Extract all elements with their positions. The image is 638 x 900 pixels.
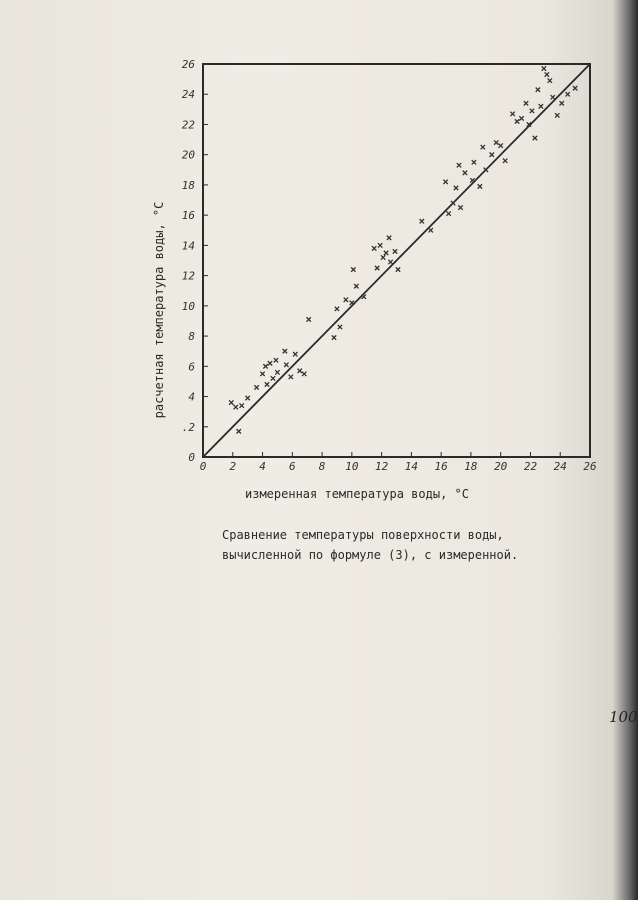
x-tick-label: 18 (464, 460, 478, 473)
x-tick-label: 16 (434, 460, 448, 473)
y-tick-label: 22 (181, 118, 195, 132)
x-tick-label: 8 (318, 460, 326, 473)
data-point (275, 370, 279, 374)
data-point (519, 116, 523, 120)
y-tick-label: 24 (181, 88, 195, 102)
data-point (350, 301, 354, 305)
data-point (271, 376, 275, 380)
x-axis-ticks (200, 452, 597, 473)
data-point (229, 400, 233, 404)
data-point (384, 251, 388, 255)
data-point (344, 298, 348, 302)
data-point (362, 295, 366, 299)
x-tick-label: 24 (553, 460, 567, 473)
x-tick-label: 0 (199, 460, 207, 473)
data-point (542, 66, 546, 70)
y-tick-label: 4 (188, 390, 195, 404)
y-tick-label: 8 (188, 330, 195, 344)
x-tick-label: 10 (345, 460, 359, 473)
data-point (555, 113, 559, 117)
data-point (515, 119, 519, 123)
y-tick-label: 10 (181, 299, 195, 313)
data-point (338, 325, 342, 329)
x-tick-label: 4 (259, 460, 266, 473)
data-point (470, 178, 474, 182)
data-point (268, 361, 272, 365)
data-point (298, 369, 302, 373)
caption-line-1: Сравнение температуры поверхности воды, (222, 528, 504, 542)
data-point (481, 145, 485, 149)
reference-line (203, 64, 590, 457)
x-tick-label: 6 (288, 460, 296, 473)
data-point (446, 211, 450, 215)
data-point (283, 349, 287, 353)
data-point (378, 243, 382, 247)
data-point (254, 385, 258, 389)
data-point (451, 201, 455, 205)
data-point (396, 267, 400, 271)
y-axis-ticks (182, 58, 208, 464)
data-point (388, 260, 392, 264)
data-point (265, 382, 269, 386)
data-point (443, 180, 447, 184)
data-point (351, 267, 355, 271)
data-point (503, 159, 507, 163)
data-point (306, 317, 310, 321)
data-point (302, 372, 306, 376)
data-point (289, 375, 293, 379)
data-point (536, 87, 540, 91)
page-number: 100 (609, 708, 638, 726)
data-point (530, 109, 534, 113)
data-point (372, 246, 376, 250)
y-tick-label: 0 (188, 451, 195, 464)
x-tick-label: 20 (494, 460, 508, 473)
data-point (274, 358, 278, 362)
x-axis-title: измеренная температура воды, °C (245, 487, 469, 501)
y-tick-label: 18 (181, 178, 195, 192)
data-point (472, 160, 476, 164)
y-tick-label: .2 (181, 420, 195, 434)
data-point (429, 228, 433, 232)
data-point (565, 92, 569, 96)
y-tick-label: 6 (188, 360, 195, 374)
data-point (539, 104, 543, 108)
data-point (245, 396, 249, 400)
x-tick-label: 12 (374, 460, 389, 473)
data-point (237, 429, 241, 433)
data-point (263, 364, 267, 368)
data-point (457, 163, 461, 167)
data-point (490, 152, 494, 156)
data-point (240, 403, 244, 407)
data-point (381, 255, 385, 259)
y-tick-label: 26 (181, 58, 195, 71)
data-point (494, 140, 498, 144)
x-tick-label: 2 (229, 460, 237, 473)
data-point (260, 372, 264, 376)
data-point (420, 219, 424, 223)
data-point (332, 335, 336, 339)
x-tick-label: 26 (583, 460, 597, 473)
data-point (454, 186, 458, 190)
data-point (458, 205, 462, 209)
data-point (393, 249, 397, 253)
data-point (573, 86, 577, 90)
data-point (354, 284, 358, 288)
data-point (293, 352, 297, 356)
x-tick-label: 22 (523, 460, 538, 473)
x-tick-label: 14 (404, 460, 419, 473)
y-tick-label: 12 (181, 269, 195, 283)
data-point (234, 405, 238, 409)
data-point (498, 143, 502, 147)
data-point (545, 72, 549, 76)
data-point (484, 168, 488, 172)
data-point (551, 95, 555, 99)
data-point (375, 266, 379, 270)
data-point (478, 184, 482, 188)
data-point (387, 236, 391, 240)
y-tick-label: 20 (181, 148, 195, 162)
y-axis-title: расчетная температура воды, °C (152, 201, 166, 419)
data-point (533, 136, 537, 140)
figure-caption (222, 525, 562, 565)
caption-line-2: вычисленной по формуле (3), с измеренной. (222, 548, 519, 562)
data-point (284, 363, 288, 367)
y-tick-label: 14 (181, 239, 195, 253)
data-point (463, 171, 467, 175)
data-point (510, 112, 514, 116)
y-tick-label: 16 (181, 209, 195, 223)
data-point (548, 78, 552, 82)
data-point (560, 101, 564, 105)
data-point (524, 101, 528, 105)
data-point (335, 307, 339, 311)
